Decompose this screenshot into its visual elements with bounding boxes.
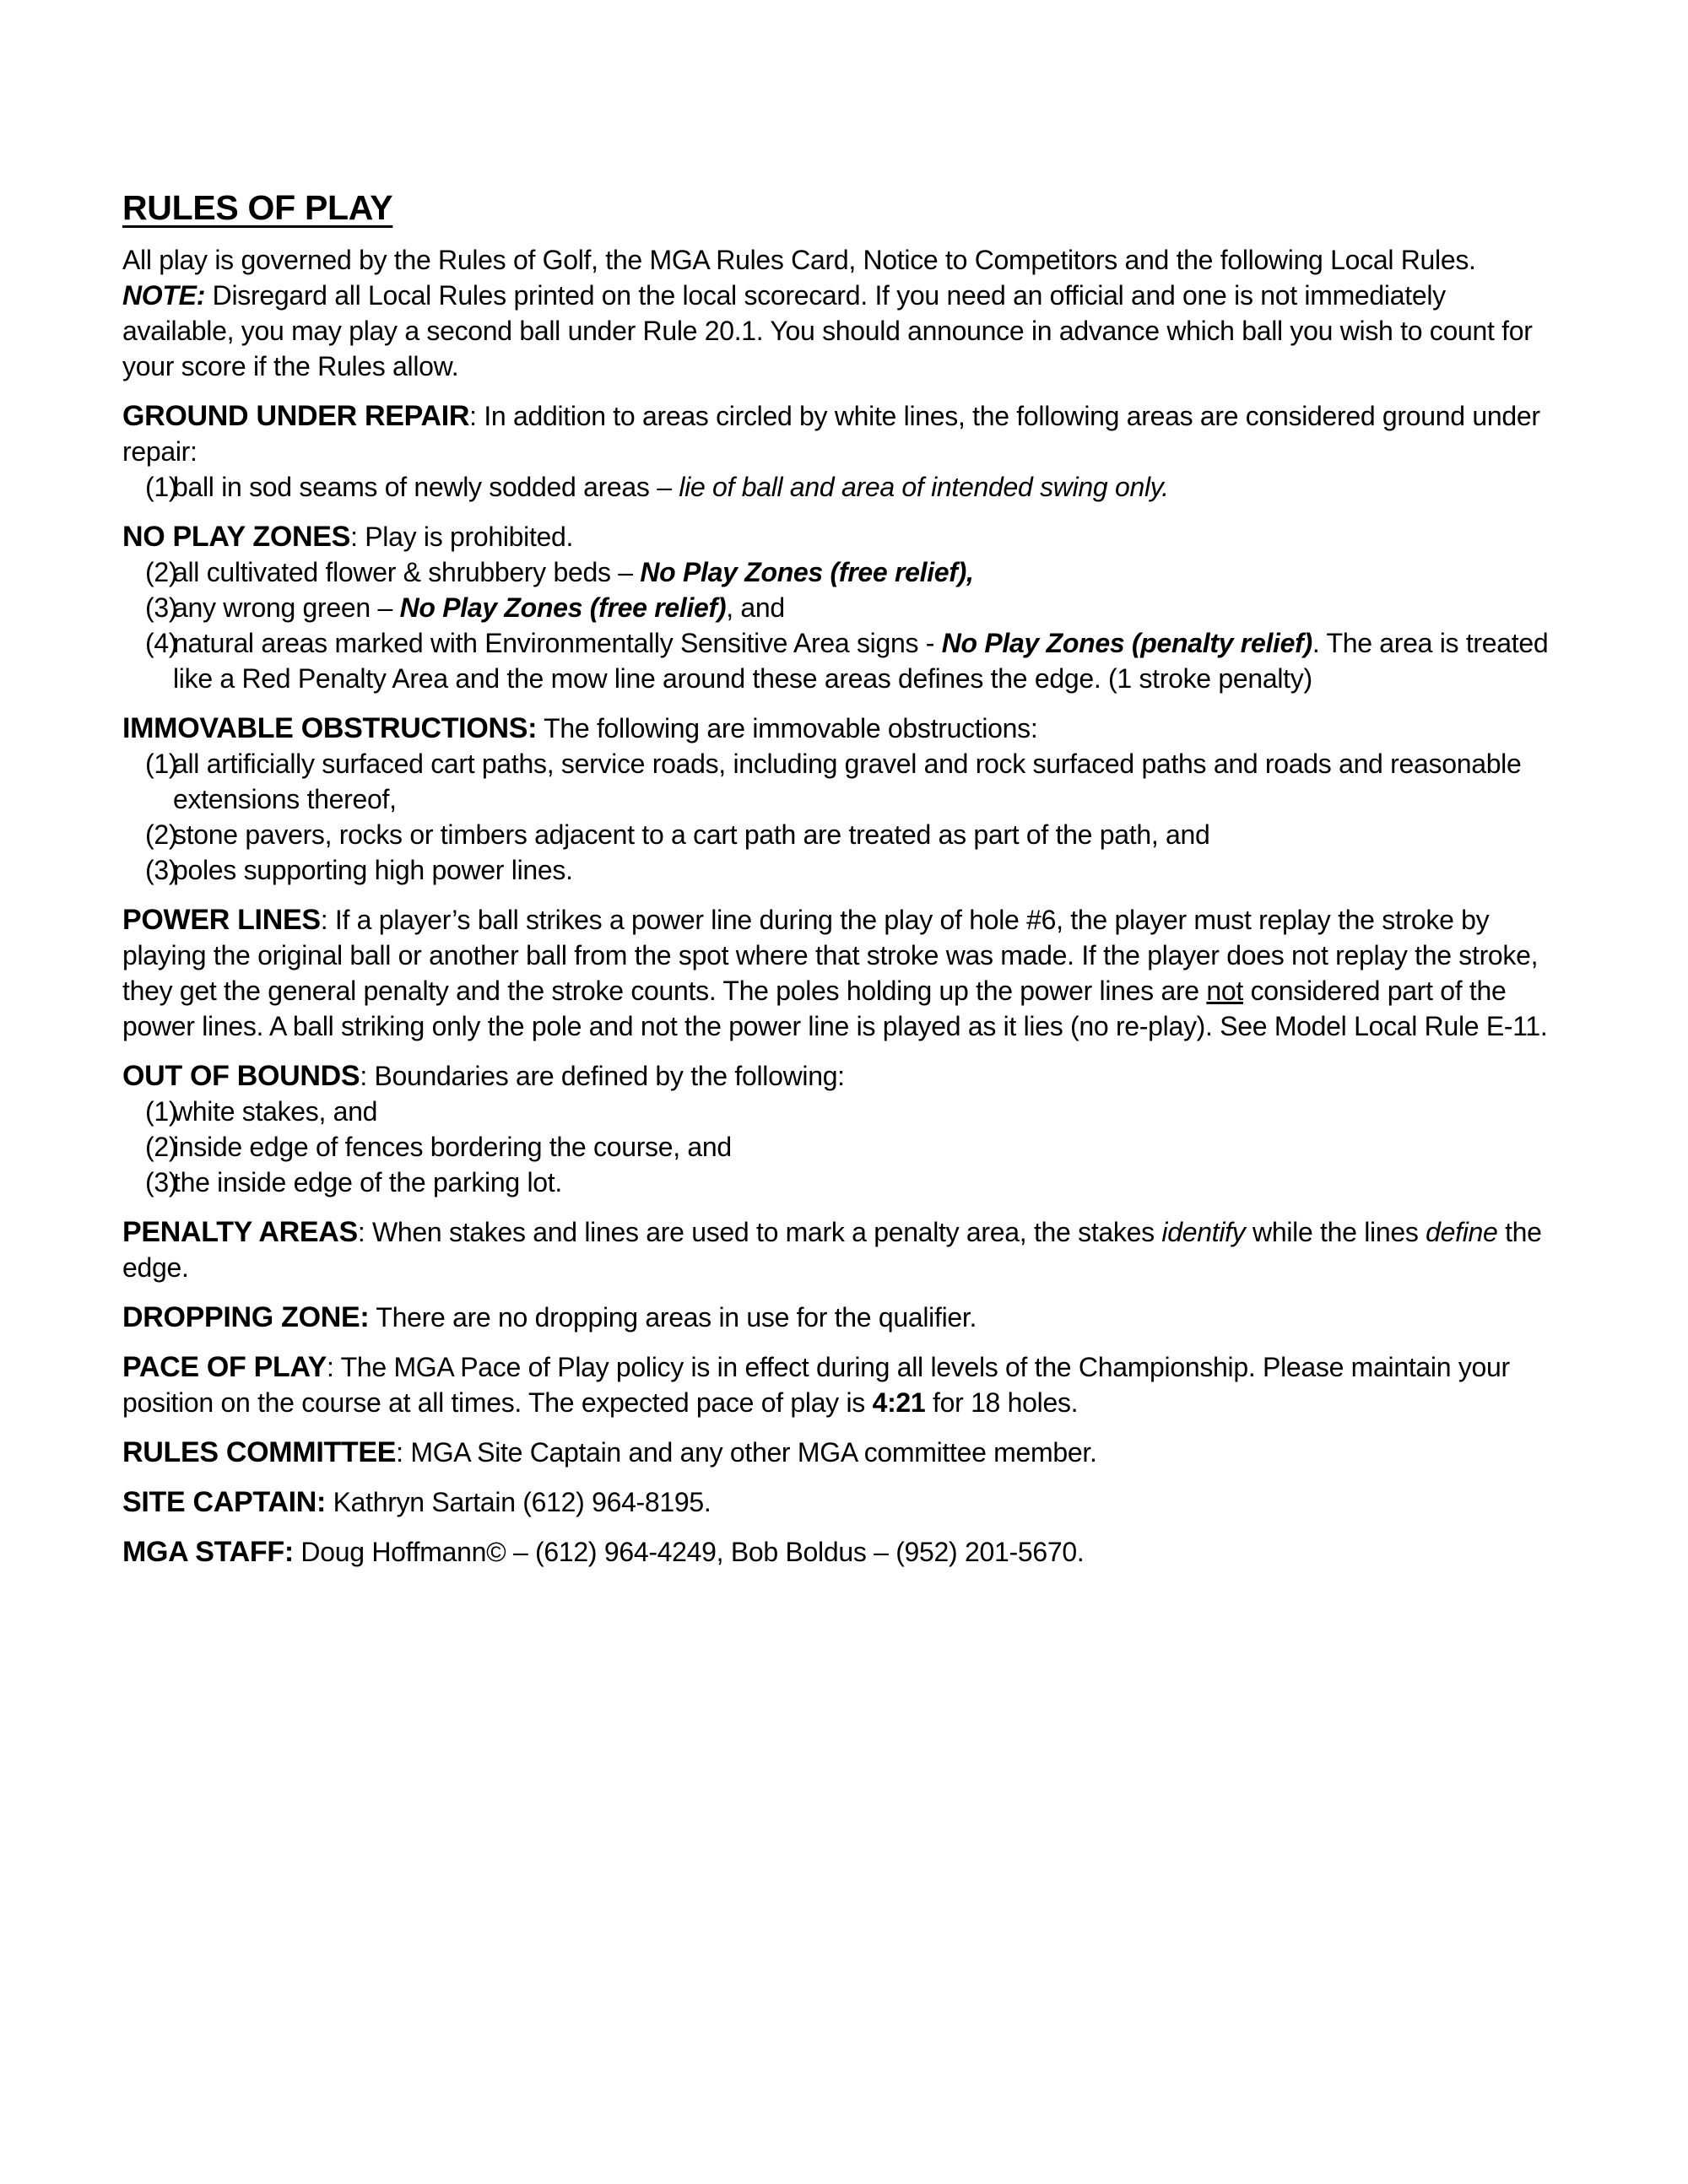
penalty-areas-italic-1: identify [1161, 1217, 1246, 1247]
list-item-emphasis: – lie of ball and area of intended swing only. [657, 472, 1169, 502]
note-label: NOTE: [122, 280, 206, 311]
list-item-number: (3) [145, 855, 178, 885]
list-item-number: (1) [145, 1096, 178, 1127]
penalty-areas-section [122, 1214, 1561, 1285]
out-of-bounds-section [122, 1058, 1561, 1200]
list-item-text: natural areas marked with Environmentally Sensitive Area signs - [173, 628, 942, 658]
ground-under-repair-section [122, 398, 1561, 505]
list-item [122, 1094, 1561, 1129]
list-item [122, 852, 1561, 888]
list-item-tail: . The area is treated like a Red Penalty Area and the mow line around these areas defines the edge. (1 stroke penalty) [173, 628, 1549, 694]
power-lines-paragraph [122, 902, 1561, 1044]
list-item [122, 554, 1561, 590]
rules-committee-body: : MGA Site Captain and any other MGA committee member. [396, 1437, 1097, 1468]
penalty-areas-heading: PENALTY AREAS [122, 1216, 358, 1248]
list-item-text: any wrong green – [173, 592, 400, 623]
intro-paragraph [122, 242, 1561, 384]
site-captain-paragraph [122, 1484, 1561, 1520]
immovable-obstructions-section [122, 711, 1561, 888]
list-item-text: poles supporting high power lines. [173, 855, 573, 885]
dropping-zone-section [122, 1300, 1561, 1335]
no-play-zones-body: : Play is prohibited. [350, 522, 574, 552]
power-lines-underlined-word: not [1206, 976, 1243, 1006]
ground-under-repair-paragraph [122, 398, 1561, 469]
mga-staff-paragraph [122, 1534, 1561, 1570]
immovable-obstructions-body: The following are immovable obstructions: [537, 713, 1038, 743]
penalty-areas-body-3: the edge. [122, 1217, 1542, 1283]
power-lines-body-1: : If a player’s ball strikes a power line during the play of hole #6, the player must replay the stroke by playing the original ball or another ball from the spot where that stroke was made. If the player does not replay the stroke, they get the general penalty and the stroke counts. The poles holding up the power lines are [122, 905, 1539, 1006]
pace-of-play-section [122, 1349, 1561, 1420]
power-lines-body-2: considered part of the power lines. A ball striking only the pole and not the power line is played as it lies (no re-play). See Model Local Rule E-11. [122, 976, 1548, 1041]
pace-value: 4:21 [872, 1387, 926, 1418]
pace-of-play-paragraph [122, 1349, 1561, 1420]
no-play-zones-paragraph [122, 519, 1561, 554]
list-item-number: (2) [145, 819, 178, 850]
list-item-emphasis: No Play Zones (free relief), [640, 557, 974, 587]
list-item-text: ball in sod seams of newly sodded areas [173, 472, 657, 502]
list-item [122, 1129, 1561, 1165]
list-item-number: (2) [145, 1132, 178, 1162]
pace-of-play-body-2: for 18 holes. [925, 1387, 1079, 1418]
dropping-zone-paragraph [122, 1300, 1561, 1335]
ground-under-repair-body: : In addition to areas circled by white lines, the following areas are considered ground under repair: [122, 401, 1540, 467]
immovable-obstructions-heading: IMMOVABLE OBSTRUCTIONS: [122, 712, 538, 744]
list-item-number: (3) [145, 1167, 178, 1197]
list-item [122, 625, 1561, 696]
penalty-areas-body-1: : When stakes and lines are used to mark a penalty area, the stakes [357, 1217, 1162, 1247]
out-of-bounds-paragraph [122, 1058, 1561, 1094]
list-item-text: all cultivated flower & shrubbery beds – [173, 557, 641, 587]
ground-under-repair-heading: GROUND UNDER REPAIR [122, 400, 470, 432]
dropping-zone-body: There are no dropping areas in use for the qualifier. [369, 1302, 977, 1333]
list-item-number: (3) [145, 592, 178, 623]
page-title: RULES OF PLAY [122, 188, 393, 227]
no-play-zones-heading: NO PLAY ZONES [122, 521, 351, 553]
penalty-areas-body-2: while the lines [1245, 1217, 1426, 1247]
no-play-zones-section [122, 519, 1561, 696]
immovable-obstructions-paragraph [122, 711, 1561, 746]
list-item [122, 469, 1561, 505]
list-item-text: all artificially surfaced cart paths, service roads, including gravel and rock surfaced paths and roads and reasonable extensions thereof, [173, 749, 1522, 814]
penalty-areas-italic-2: define [1426, 1217, 1498, 1247]
mga-staff-body: Doug Hoffmann© – (612) 964-4249, Bob Boldus – (952) 201-5670. [293, 1537, 1085, 1567]
site-captain-body: Kathryn Sartain (612) 964-8195. [326, 1487, 711, 1517]
list-item-number: (1) [145, 749, 178, 779]
list-item [122, 590, 1561, 625]
rules-committee-heading: RULES COMMITTEE [122, 1436, 397, 1468]
list-item-text: white stakes, and [173, 1096, 378, 1127]
list-item-emphasis: No Play Zones (penalty relief) [941, 628, 1312, 658]
list-item-text: the inside edge of the parking lot. [173, 1167, 562, 1197]
intro-text-2: Disregard all Local Rules printed on the local scorecard. If you need an official and one is not immediately available, you may play a second ball under Rule 20.1. You should announce in advance which ball you wish to count for your score if the Rules allow. [122, 280, 1533, 381]
list-item [122, 746, 1561, 817]
out-of-bounds-body: : Boundaries are defined by the following: [360, 1061, 845, 1091]
mga-staff-heading: MGA STAFF: [122, 1536, 294, 1568]
intro-section [122, 242, 1561, 384]
rules-committee-paragraph [122, 1435, 1561, 1470]
power-lines-section [122, 902, 1561, 1044]
list-item-number: (1) [145, 472, 178, 502]
list-item-number: (4) [145, 628, 178, 658]
rules-committee-section [122, 1435, 1561, 1470]
list-item-text: stone pavers, rocks or timbers adjacent to a cart path are treated as part of the path, and [173, 819, 1210, 850]
list-item-tail: , and [726, 592, 785, 623]
dropping-zone-heading: DROPPING ZONE: [122, 1301, 370, 1333]
list-item-emphasis: No Play Zones (free relief) [399, 592, 727, 623]
power-lines-heading: POWER LINES [122, 904, 321, 936]
list-item-text: inside edge of fences bordering the course, and [173, 1132, 732, 1162]
out-of-bounds-heading: OUT OF BOUNDS [122, 1060, 360, 1092]
pace-of-play-heading: PACE OF PLAY [122, 1351, 327, 1383]
penalty-areas-paragraph [122, 1214, 1561, 1285]
intro-text-1: All play is governed by the Rules of Golf, the MGA Rules Card, Notice to Competitors and the following Local Rules. [122, 245, 1476, 275]
list-item [122, 817, 1561, 852]
site-captain-section [122, 1484, 1561, 1520]
mga-staff-section [122, 1534, 1561, 1570]
pace-of-play-body-1: : The MGA Pace of Play policy is in effect during all levels of the Championship. Please maintain your position on the course at all times. The expected pace of play is [122, 1352, 1510, 1418]
site-captain-heading: SITE CAPTAIN: [122, 1486, 327, 1518]
list-item [122, 1165, 1561, 1200]
list-item-number: (2) [145, 557, 178, 587]
